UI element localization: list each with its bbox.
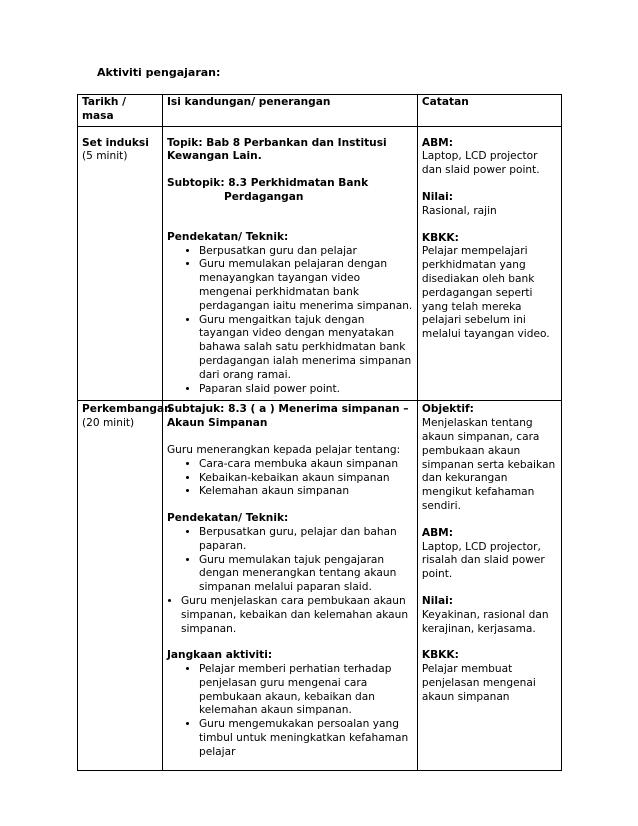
section-heading: Aktiviti pengajaran: [97, 66, 221, 79]
kbkk-title: KBKK: [421, 649, 459, 662]
outer-list [167, 595, 413, 636]
time-cell [78, 401, 172, 770]
objektif-title: Objektif: [421, 403, 474, 416]
header-date-time: Tarikh / masa [78, 95, 163, 127]
intro-text: Guru menerangkan kepada pelajar tentang: [166, 443, 401, 456]
activity-title: Jangkaan aktiviti: [166, 649, 273, 662]
abm-text: Laptop, LCD projector dan slaid power point. [421, 150, 540, 177]
stage-title: Set induksi [82, 136, 149, 149]
list-item: • Kelemahan akaun simpanan [199, 485, 413, 499]
subtopic-line: Subtopik: 8.3 Perkhidmatan Bank [166, 177, 369, 190]
list-item: • Guru menjelaskan cara pembukaan akaun simpanan, kebaikan dan kelemahan akaun simpanan. [181, 595, 413, 636]
subtopic-line: Perdagangan [223, 190, 304, 203]
abm-title: ABM: [421, 526, 453, 539]
activity-list [167, 663, 413, 760]
intro-list [167, 458, 413, 499]
kbkk-text: Pelajar membuat penjelasan mengenai akaun simpanan [421, 663, 536, 703]
nilai-text: Keyakinan, rasional dan kerajinan, kerjasama. [421, 608, 549, 635]
nilai-title: Nilai: [421, 190, 454, 203]
objektif-text: Menjelaskan tentang akaun simpanan, cara pembukaan akaun simpanan serta kebaikan dan kekurangan mengikut kefahaman sendiri. [421, 417, 556, 512]
header-content: Isi kandungan/ penerangan [162, 95, 417, 127]
abm-title: ABM: [421, 136, 453, 149]
stage-duration: (20 minit) [82, 417, 135, 430]
notes-cell [417, 126, 561, 401]
list-item: • Berpusatkan guru, pelajar dan bahan paparan. [199, 526, 413, 554]
approach-title: Pendekatan/ Teknik: [166, 230, 289, 243]
nilai-title: Nilai: [421, 594, 454, 607]
approach-list [167, 526, 413, 595]
nilai-text: Rasional, rajin [421, 204, 497, 217]
time-cell [78, 126, 163, 401]
approach-list [167, 245, 413, 397]
list-item: • Guru memulakan pelajaran dengan menayangkan tayangan video mengenai perkhidmatan bank perdagangan iaitu menerima simpanan. [199, 258, 413, 313]
list-item: • Guru mengaitkan tajuk dengan tayangan video dengan menyatakan bahawa salah satu perkhidmatan bank perdagangan ialah menerima simpanan dari orang ramai. [199, 314, 413, 383]
list-item: • Kebaikan-kebaikan akaun simpanan [199, 472, 413, 486]
topic-line: Topik: Bab 8 Perbankan dan Institusi [166, 136, 387, 149]
subtitle: Subtajuk: 8.3 ( a ) Menerima simpanan – Akaun Simpanan [166, 403, 409, 430]
kbkk-text: Pelajar mempelajari perkhidmatan yang disediakan oleh bank perdagangan seperti yang telah mereka pelajari sebelum ini melalui tayangan video. [421, 245, 550, 341]
stage-duration: (5 minit) [82, 150, 128, 163]
list-item: • Guru mengemukakan persoalan yang timbul untuk meningkatkan kefahaman pelajar [199, 718, 413, 759]
lesson-table [77, 94, 562, 771]
kbkk-title: KBKK: [421, 231, 459, 244]
header-notes: Catatan [417, 95, 561, 127]
list-item: • Berpusatkan guru dan pelajar [199, 245, 413, 259]
table-row [78, 126, 562, 401]
list-item: • Guru memulakan tajuk pengajaran dengan menerangkan tentang akaun simpanan melalui paparan slaid. [199, 554, 413, 595]
content-cell [162, 401, 417, 770]
abm-text: Laptop, LCD projector, risalah dan slaid power point. [421, 540, 545, 581]
table-header-row [78, 95, 562, 127]
table-row [78, 401, 562, 770]
approach-title: Pendekatan/ Teknik: [166, 512, 289, 525]
notes-cell [417, 401, 561, 770]
list-item: • Paparan slaid power point. [199, 383, 413, 397]
topic-line: Kewangan Lain. [166, 150, 262, 163]
list-item: • Pelajar memberi perhatian terhadap penjelasan guru mengenai cara pembukaan akaun, kebaikan dan kelemahan akaun simpanan. [199, 663, 413, 718]
list-item: • Cara-cara membuka akaun simpanan [199, 458, 413, 472]
stage-title: Perkembangan [82, 403, 172, 416]
content-cell [162, 126, 417, 401]
